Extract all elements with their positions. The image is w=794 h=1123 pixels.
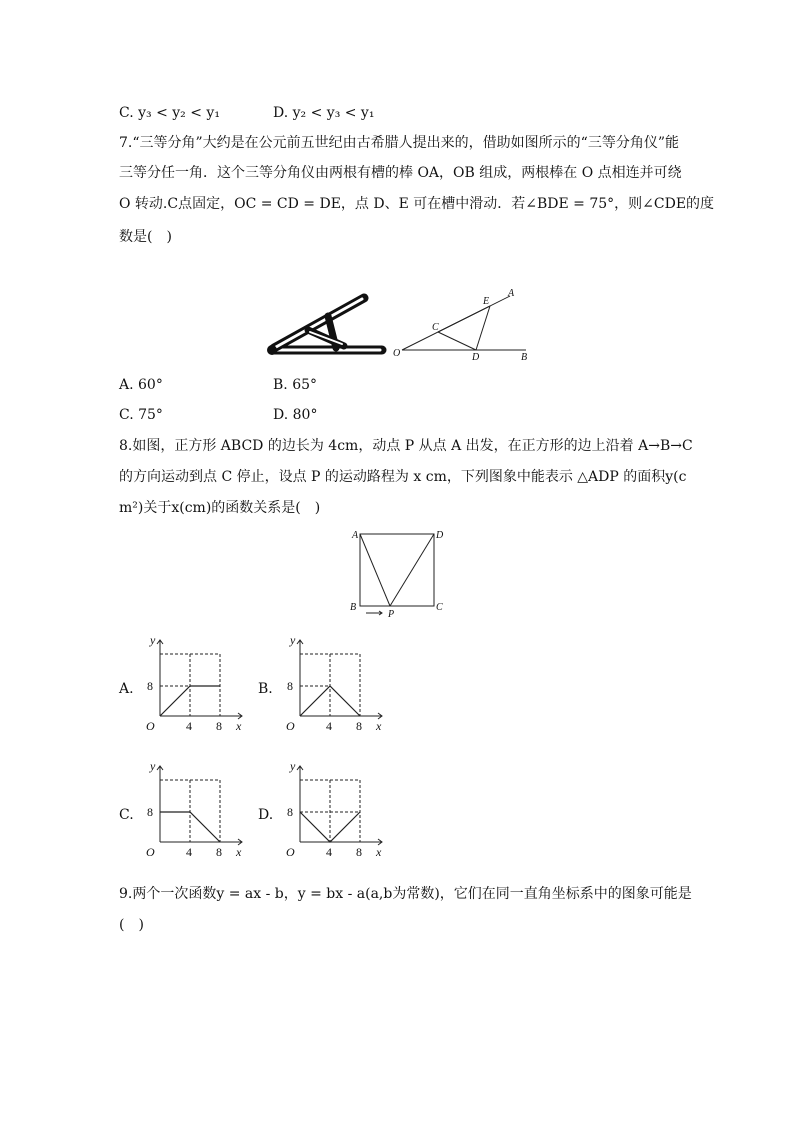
x-tick-4: 4 [186,845,192,859]
q7-text-line-3: O 转动.C点固定，OC = CD = DE，点 D、E 可在槽中滑动．若∠BDE = 75°，则∠CDE的度 [119,196,715,212]
x-axis-label: x [236,845,242,859]
graph-option-b [278,632,390,736]
label-e: E [483,296,490,307]
q8-option-c: C. [119,807,134,823]
q7-option-c: C. 75° [119,407,163,423]
y-tick-8: 8 [147,679,153,693]
q6-option-c: C. y₃ < y₂ < y₁ [119,105,220,121]
x-axis-label: x [376,719,382,733]
q8-text-line-1: 8.如图，正方形 ABCD 的边长为 4cm，动点 P 从点 A 出发，在正方形的边上沿着 A→B→C [119,438,693,454]
label-o: O [393,348,401,359]
label-b: B [521,352,528,363]
square-label-b: B [350,602,357,613]
q7-option-b: B. 65° [273,377,318,393]
origin-label: O [146,845,155,859]
origin-label: O [146,719,155,733]
y-tick-8: 8 [287,679,293,693]
x-tick-4: 4 [326,845,332,859]
y-axis-label: y [150,759,156,773]
q6-option-d: D. y₂ < y₃ < y₁ [273,105,375,121]
origin-label: O [286,719,295,733]
x-axis-label: x [236,719,242,733]
q7-option-d: D. 80° [273,407,318,423]
q8-option-b: B. [258,681,273,697]
x-tick-4: 4 [326,719,332,733]
x-tick-8: 8 [356,845,362,859]
q8-text-line-2: 的方向运动到点 C 停止，设点 P 的运动路程为 x cm，下列图象中能表示 △ADP 的面积y(c [119,469,687,485]
angle-trisection-diagram [392,286,537,364]
y-axis-label: y [150,633,156,647]
q7-text-line-4: 数是( ) [119,229,172,245]
label-a: A [508,288,515,299]
q7-text-line-1: 7.“三等分角”大约是在公元前五世纪由古希腊人提出来的，借助如图所示的“三等分角仪”能 [119,135,679,151]
label-c: C [432,322,439,333]
square-abcd-figure [346,526,446,620]
x-tick-8: 8 [356,719,362,733]
q7-text-line-2: 三等分任一角．这个三等分角仪由两根有槽的棒 OA，OB 组成，两根棒在 O 点相连并可绕 [119,165,682,181]
graph-option-c [138,758,250,862]
label-d: D [472,352,480,363]
square-label-c: C [436,602,443,613]
q9-text-line-2: ( ) [119,917,144,933]
q8-text-line-3: m²)关于x(cm)的函数关系是( ) [119,500,321,516]
q7-option-a: A. 60° [119,377,163,393]
graph-option-d [278,758,390,862]
q8-option-a: A. [119,681,134,697]
x-tick-8: 8 [216,845,222,859]
square-label-d: D [436,530,444,541]
q8-option-d: D. [258,807,274,823]
y-tick-8: 8 [287,805,293,819]
y-tick-8: 8 [147,805,153,819]
x-tick-4: 4 [186,719,192,733]
y-axis-label: y [290,759,296,773]
trisector-instrument-figure [266,292,388,358]
q9-text-line-1: 9.两个一次函数y = ax - b，y = bx - a(a,b为常数)，它们在同一直角坐标系中的图象可能是 [119,886,692,902]
y-axis-label: y [290,633,296,647]
origin-label: O [286,845,295,859]
graph-option-a [138,632,250,736]
square-label-a: A [352,530,359,541]
square-label-p: P [388,609,395,620]
x-axis-label: x [376,845,382,859]
x-tick-8: 8 [216,719,222,733]
